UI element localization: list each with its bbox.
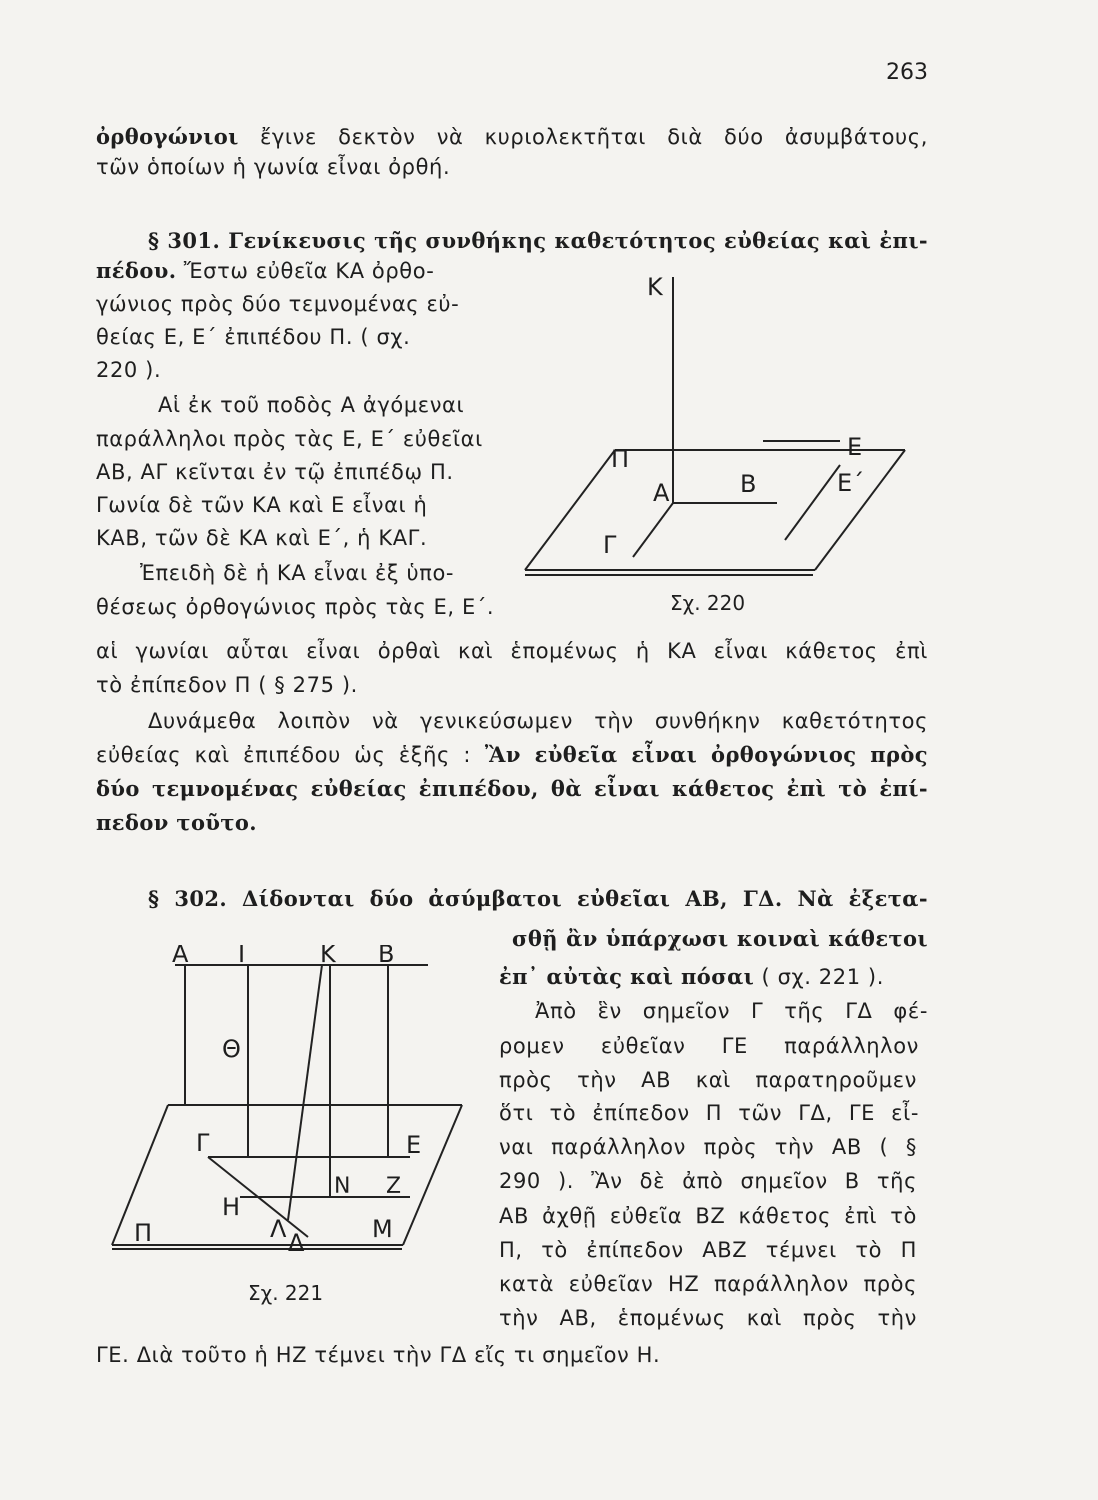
text-line: ὅτι τὸ ἐπίπεδον Π τῶν ΓΔ, ΓΕ εἶ- bbox=[499, 1101, 919, 1125]
text-line: παράλληλοι πρὸς τὰς Ε, Ε΄ εὐθεῖαι bbox=[96, 427, 483, 451]
text-line: τὸ ἐπίπεδον Π ( § 275 ). bbox=[96, 673, 358, 697]
fig220-label-G: Γ bbox=[603, 531, 617, 559]
text-line bbox=[499, 962, 884, 992]
text-span: ἔγινε δεκτὸν νὰ κυριολεκτῆται διὰ δύο ἀσυμβάτους, bbox=[238, 125, 928, 149]
text-line: Ἀπὸ ἓν σημεῖον Γ τῆς ΓΔ φέ- bbox=[535, 999, 928, 1023]
fig221-label-P: Π bbox=[134, 1219, 153, 1247]
text-line: γώνιος πρὸς δύο τεμνομένας εὐ- bbox=[96, 292, 460, 316]
bold-statement: σθῇ ἂν ὑπάρχωσι κοιναὶ κάθετοι bbox=[512, 926, 928, 951]
fig221-label-A: Α bbox=[172, 945, 189, 968]
text-line: κατὰ εὐθεῖαν ΗΖ παράλληλον πρὸς bbox=[499, 1272, 917, 1296]
plane-edge bbox=[403, 1105, 462, 1245]
text-line: ΑΒ, ΑΓ κεῖνται ἐν τῷ ἐπιπέδῳ Π. bbox=[96, 460, 454, 484]
text-line bbox=[96, 740, 928, 770]
page-number: 263 bbox=[886, 60, 928, 85]
fig220-caption: Σχ. 220 bbox=[670, 591, 746, 615]
text-span: εὐθείας καὶ ἐπιπέδου ὡς ἑξῆς : bbox=[96, 743, 472, 767]
text-line: Π, τὸ ἐπίπεδον ΑΒΖ τέμνει τὸ Π bbox=[499, 1238, 917, 1262]
fig221-label-B: Β bbox=[378, 945, 395, 968]
text-line bbox=[96, 122, 928, 152]
figure-221 bbox=[110, 945, 480, 1325]
fig221-label-H: Η bbox=[222, 1193, 241, 1221]
text-line: θέσεως ὀρθογώνιος πρὸς τὰς Ε, Ε΄. bbox=[96, 595, 495, 619]
bold-term: ἐπ᾿ αὐτὰς καὶ πόσαι bbox=[499, 964, 755, 989]
bold-statement: Ἂν εὐθεῖα εἶναι ὀρθογώνιος πρὸς bbox=[471, 742, 928, 767]
line-AG bbox=[633, 503, 673, 557]
section-301-heading: § 301. Γενίκευσις τῆς συνθήκης καθετότητος εὐθείας καὶ ἐπι- bbox=[148, 228, 928, 253]
text-span: ( σχ. 221 ). bbox=[754, 965, 884, 989]
bold-statement: δύο τεμνομένας εὐθείας ἐπιπέδου, θὰ εἶναι κάθετος ἐπὶ τὸ ἐπί- bbox=[96, 776, 928, 801]
text-line: ναι παράλληλον πρὸς τὴν ΑΒ ( § bbox=[499, 1135, 917, 1159]
fig221-label-Z: Ζ bbox=[386, 1174, 402, 1199]
text-line: 220 ). bbox=[96, 358, 162, 382]
bold-statement: πεδον τοῦτο. bbox=[96, 810, 257, 835]
fig220-label-E: Ε bbox=[847, 433, 863, 461]
text-line: Ἐπειδὴ δὲ ἡ ΚΑ εἶναι ἐξ ὑπο- bbox=[140, 561, 455, 585]
text-span: Ἔστω εὐθεῖα ΚΑ ὀρθο- bbox=[176, 259, 435, 283]
slanted-K bbox=[288, 965, 322, 1220]
fig220-label-P: Π bbox=[611, 445, 630, 473]
plane-edge bbox=[525, 450, 615, 570]
fig221-label-E: Ε bbox=[406, 1131, 422, 1159]
text-line: Αἱ ἐκ τοῦ ποδὸς Α ἀγόμεναι bbox=[158, 393, 465, 417]
line-E-prime bbox=[785, 465, 840, 540]
fig221-label-D: Δ bbox=[288, 1229, 305, 1257]
fig220-label-A: Α bbox=[653, 479, 670, 507]
text-line: θείας Ε, Ε΄ ἐπιπέδου Π. ( σχ. bbox=[96, 325, 411, 349]
fig221-caption: Σχ. 221 bbox=[248, 1281, 324, 1305]
text-line: αἱ γωνίαι αὗται εἶναι ὀρθαὶ καὶ ἑπομένως ἡ ΚΑ εἶναι κάθετος ἐπὶ bbox=[96, 639, 928, 663]
bold-term: ὀρθογώνιοι bbox=[96, 124, 239, 149]
text-line bbox=[96, 256, 434, 286]
fig221-label-N: Ν bbox=[334, 1174, 351, 1199]
text-line: Δυνάμεθα λοιπὸν νὰ γενικεύσωμεν τὴν συνθήκην καθετότητος bbox=[148, 709, 928, 733]
fig221-label-K: Κ bbox=[320, 945, 336, 968]
fig220-label-K: Κ bbox=[647, 273, 663, 301]
text-line: Γωνία δὲ τῶν ΚΑ καὶ Ε εἶναι ἡ bbox=[96, 493, 428, 517]
fig220-label-B: Β bbox=[740, 470, 757, 498]
text-line: ΚΑΒ, τῶν δὲ ΚΑ καὶ Ε΄, ἡ ΚΑΓ. bbox=[96, 526, 428, 550]
fig221-label-I: Ι bbox=[238, 945, 246, 968]
text-line: τὴν ΑΒ, ἑπομένως καὶ πρὸς τὴν bbox=[499, 1306, 917, 1330]
fig221-label-TH: Θ bbox=[222, 1035, 241, 1063]
fig221-label-L: Λ bbox=[270, 1215, 287, 1243]
text-line: πρὸς τὴν ΑΒ καὶ παρατηροῦμεν bbox=[499, 1068, 917, 1092]
figure-220 bbox=[515, 255, 915, 625]
section-302-heading: § 302. Δίδονται δύο ἀσύμβατοι εὐθεῖαι ΑΒ, ΓΔ. Νὰ ἐξετα- bbox=[148, 886, 928, 911]
fig221-label-M: Μ bbox=[372, 1215, 393, 1243]
text-line: τῶν ὁποίων ἡ γωνία εἶναι ὀρθή. bbox=[96, 155, 451, 179]
bold-term: πέδου. bbox=[96, 258, 177, 283]
text-line: ρομεν εὐθεῖαν ΓΕ παράλληλον bbox=[499, 1034, 919, 1058]
text-line: 290 ). Ἂν δὲ ἀπὸ σημεῖον Β τῆς bbox=[499, 1169, 917, 1193]
text-line: ΑΒ ἀχθῇ εὐθεῖα ΒΖ κάθετος ἐπὶ τὸ bbox=[499, 1204, 917, 1228]
plane-edge bbox=[815, 450, 905, 570]
text-line: ΓΕ. Διὰ τοῦτο ἡ ΗΖ τέμνει τὴν ΓΔ εἴς τι σημεῖον Η. bbox=[96, 1343, 661, 1367]
fig220-label-E-prime: Ε΄ bbox=[837, 469, 865, 497]
fig221-label-G: Γ bbox=[196, 1129, 210, 1157]
